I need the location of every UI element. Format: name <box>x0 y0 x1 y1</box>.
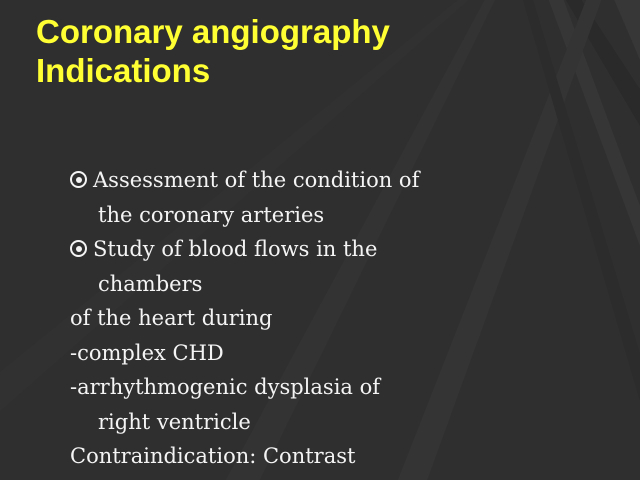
line-text: Assessment of the condition of <box>93 168 420 192</box>
slide-body <box>70 163 610 474</box>
radio-bullet-icon <box>70 240 87 257</box>
slide-title <box>36 12 626 90</box>
bullet-item-blood-flow <box>70 232 610 267</box>
bullet-continuation: chambers <box>98 271 203 296</box>
bullet-item-assessment <box>70 163 610 198</box>
text-line: -complex CHD <box>70 340 224 365</box>
text-line: -arrhythmogenic dysplasia of <box>70 375 381 399</box>
radio-bullet-icon <box>70 171 87 188</box>
text-line-continuation: right ventricle <box>98 409 251 434</box>
text-line: of the heart during <box>70 306 273 330</box>
line-text: Study of blood flows in the <box>93 237 378 261</box>
title-line-1: Coronary angiography <box>36 13 390 50</box>
bullet-continuation: the coronary arteries <box>98 202 325 227</box>
title-line-2: Indications <box>36 52 211 89</box>
text-line: Contraindication: Contrast <box>70 444 356 468</box>
